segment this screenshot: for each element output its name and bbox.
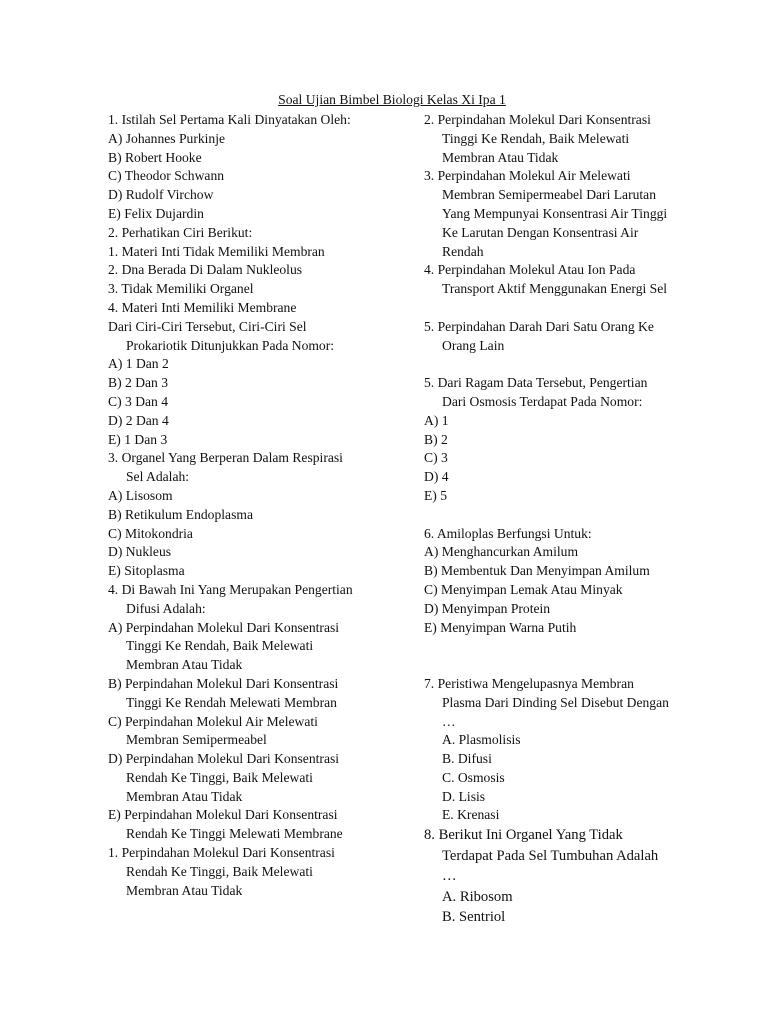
- text-line: 2. Perpindahan Molekul Dari Konsentrasi: [424, 112, 651, 127]
- text-line: C) 3 Dan 4: [108, 393, 169, 409]
- text-line: 4. Di Bawah Ini Yang Merupakan Pengertian: [108, 581, 353, 597]
- text-line: B. Sentriol: [442, 909, 506, 926]
- text-line: Membran Atau Tidak: [126, 882, 243, 898]
- text-line: D) Rudolf Virchow: [108, 187, 214, 203]
- text-line: Membran Atau Tidak: [126, 657, 243, 673]
- text-line: Sel Adalah:: [126, 469, 190, 485]
- text-line: 2. Perhatikan Ciri Berikut:: [108, 224, 253, 240]
- text-line: Tinggi Ke Rendah Melewati Membran: [126, 694, 337, 710]
- text-line: Prokariotik Ditunjukkan Pada Nomor:: [126, 337, 335, 353]
- text-line: C) Mitokondria: [108, 525, 193, 541]
- text-line: 4. Perpindahan Molekul Atau Ion Pada: [424, 262, 636, 278]
- text-line: 1. Istilah Sel Pertama Kali Dinyatakan Oleh:: [108, 112, 351, 127]
- text-line: B) Membentuk Dan Menyimpan Amilum: [424, 563, 650, 579]
- text-line: Dari Osmosis Terdapat Pada Nomor:: [442, 393, 643, 409]
- right-column: [424, 111, 686, 928]
- text-line: A) 1 Dan 2: [108, 356, 169, 372]
- text-line: A) Perpindahan Molekul Dari Konsentrasi: [108, 619, 340, 635]
- text-line: D) Menyimpan Protein: [424, 600, 551, 616]
- text-line: E) 1 Dan 3: [108, 431, 168, 447]
- text-line: B. Difusi: [442, 751, 492, 767]
- text-line: Membran Semipermeabel: [126, 732, 267, 748]
- text-line: E) Sitoplasma: [108, 563, 185, 579]
- text-line: [424, 506, 686, 525]
- text-line: D. Lisis: [442, 788, 486, 804]
- text-line: A) Lisosom: [108, 487, 173, 503]
- text-line: A. Plasmolisis: [442, 732, 521, 748]
- text-line: D) 2 Dan 4: [108, 412, 169, 428]
- text-line: E) Perpindahan Molekul Dari Konsentrasi: [108, 807, 338, 823]
- left-column: [108, 111, 408, 900]
- text-line: A) Johannes Purkinje: [108, 130, 226, 146]
- text-line: Rendah Ke Tinggi, Baik Melewati: [126, 863, 313, 879]
- text-line: 8. Berikut Ini Organel Yang Tidak: [424, 827, 623, 844]
- text-line: C) Theodor Schwann: [108, 168, 225, 184]
- text-line: 1. Materi Inti Tidak Memiliki Membran: [108, 243, 325, 259]
- text-line: A. Ribosom: [442, 888, 513, 905]
- text-line: [424, 355, 686, 374]
- text-line: B) Robert Hooke: [108, 149, 202, 165]
- text-line: Rendah Ke Tinggi, Baik Melewati: [126, 769, 313, 785]
- text-line: Membran Atau Tidak: [442, 149, 559, 165]
- text-line: 7. Peristiwa Mengelupasnya Membran: [424, 675, 634, 691]
- text-line: E) Menyimpan Warna Putih: [424, 619, 577, 635]
- text-line: [424, 656, 686, 675]
- text-line: E) 5: [424, 487, 448, 503]
- text-line: A) Menghancurkan Amilum: [424, 544, 579, 560]
- text-line: A) 1: [424, 412, 449, 428]
- text-line: 4. Materi Inti Memiliki Membrane: [108, 299, 297, 315]
- text-line: B) 2: [424, 431, 448, 447]
- text-line: Ke Larutan Dengan Konsentrasi Air: [442, 224, 639, 240]
- text-line: 5. Dari Ragam Data Tersebut, Pengertian: [424, 375, 648, 391]
- text-line: Dari Ciri-Ciri Tersebut, Ciri-Ciri Sel: [108, 318, 307, 334]
- text-line: C) Perpindahan Molekul Air Melewati: [108, 713, 318, 729]
- text-line: [424, 299, 686, 318]
- text-line: 6. Amiloplas Berfungsi Untuk:: [424, 525, 592, 541]
- text-line: 3. Organel Yang Berperan Dalam Respirasi: [108, 450, 343, 466]
- text-line: Rendah: [442, 243, 484, 259]
- text-line: Membran Semipermeabel Dari Larutan: [442, 187, 657, 203]
- text-line: Yang Mempunyai Konsentrasi Air Tinggi: [442, 205, 668, 221]
- text-line: …: [442, 713, 456, 729]
- text-line: Plasma Dari Dinding Sel Disebut Dengan: [442, 694, 669, 710]
- text-line: [424, 637, 686, 656]
- text-line: 5. Perpindahan Darah Dari Satu Orang Ke: [424, 318, 654, 334]
- text-line: D) Nukleus: [108, 544, 172, 560]
- text-line: Tinggi Ke Rendah, Baik Melewati: [126, 638, 314, 654]
- text-line: D) Perpindahan Molekul Dari Konsentrasi: [108, 751, 340, 767]
- text-line: Terdapat Pada Sel Tumbuhan Adalah: [442, 847, 659, 864]
- text-line: B) 2 Dan 3: [108, 375, 169, 391]
- text-line: D) 4: [424, 469, 449, 485]
- text-line: 1. Perpindahan Molekul Dari Konsentrasi: [108, 845, 335, 861]
- text-line: 2. Dna Berada Di Dalam Nukleolus: [108, 262, 303, 278]
- document-title: Soal Ujian Bimbel Biologi Kelas Xi Ipa 1: [278, 92, 506, 107]
- text-line: E. Krenasi: [442, 807, 500, 823]
- text-line: Difusi Adalah:: [126, 600, 206, 616]
- text-line: 3. Tidak Memiliki Organel: [108, 281, 254, 297]
- text-line: Transport Aktif Menggunakan Energi Sel: [442, 281, 668, 297]
- text-line: 3. Perpindahan Molekul Air Melewati: [424, 168, 631, 184]
- text-line: Tinggi Ke Rendah, Baik Melewati: [442, 130, 630, 146]
- text-line: C) 3: [424, 450, 448, 466]
- text-line: Rendah Ke Tinggi Melewati Membrane: [126, 826, 343, 842]
- text-line: …: [442, 868, 457, 885]
- text-line: C. Osmosis: [442, 769, 505, 785]
- text-line: B) Retikulum Endoplasma: [108, 506, 253, 522]
- text-line: Membran Atau Tidak: [126, 788, 243, 804]
- text-line: E) Felix Dujardin: [108, 205, 204, 221]
- text-line: Orang Lain: [442, 337, 505, 353]
- text-line: C) Menyimpan Lemak Atau Minyak: [424, 581, 623, 597]
- text-line: B) Perpindahan Molekul Dari Konsentrasi: [108, 675, 339, 691]
